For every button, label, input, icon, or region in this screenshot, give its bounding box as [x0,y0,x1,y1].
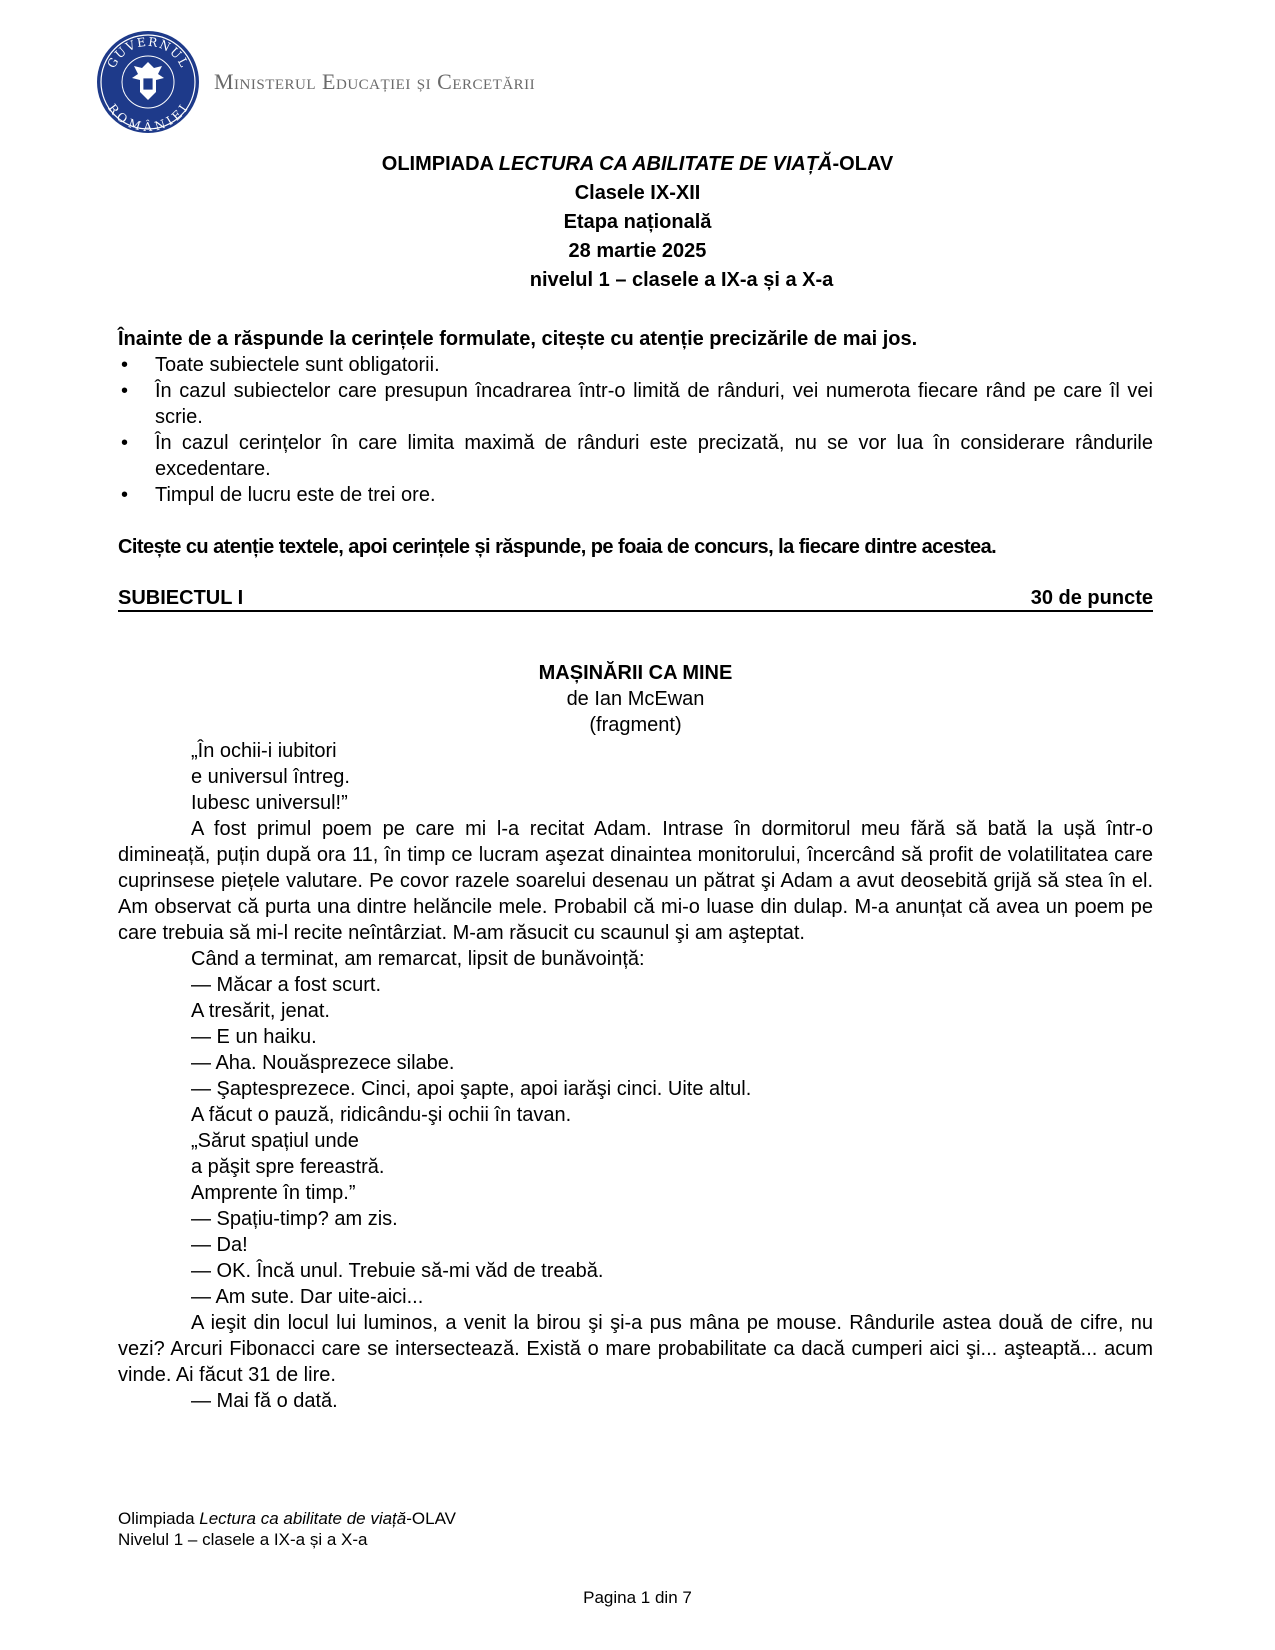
list-item: • Toate subiectele sunt obligatorii. [121,354,440,376]
text-line: — Da! [191,1234,248,1256]
bullet-icon: • [121,484,129,506]
story-author: de Ian McEwan [566,688,705,710]
story-heading [118,660,1153,738]
text-line: e universul întreg. [191,766,350,788]
subject-heading [118,586,1153,612]
story-text [118,738,1153,1414]
text-line: — Spațiu-timp? am zis. [191,1208,398,1230]
stage-line: Etapa națională [563,211,712,233]
page-footer [118,1508,456,1550]
read-note: Citește cu atenție textele, apoi cerințele și răspunde, pe foaia de concurs, la fiecare dintre acestea. [118,536,997,558]
text-line: A tresărit, jenat. [191,1000,330,1022]
story-title: MAȘINĂRII CA MINE [538,662,733,684]
grades-line: Clasele IX-XII [574,182,701,204]
ministry-name: Ministerul Educației și Cercetării [214,69,536,94]
footer-line-1: Olimpiada Lectura ca abilitate de viață-OLAV [118,1509,456,1528]
text-line: Amprente în timp.” [191,1182,356,1204]
text-line: A făcut o pauză, ridicându-şi ochii în tavan. [191,1104,572,1126]
text-line: — OK. Încă unul. Trebuie să-mi văd de treabă. [191,1260,604,1282]
bullet-icon: • [121,432,129,454]
subject-label: SUBIECTUL I [118,587,244,609]
text-line: — Aha. Nouăsprezece silabe. [191,1052,455,1074]
list-item: • Timpul de lucru este de trei ore. [121,484,436,506]
text-line: Când a terminat, am remarcat, lipsit de bunăvoință: [191,948,645,970]
instructions-list [118,352,1153,508]
subject-points: 30 de puncte [1030,587,1153,609]
government-seal-logo [96,30,200,134]
text-line: — Măcar a fost scurt. [191,974,382,996]
text-line: — Mai fă o dată. [191,1390,338,1412]
list-item: • În cazul subiectelor care presupun încadrarea într-o limită de rânduri, vei numerota fiecare rând pe care îl vei scrie. [121,380,1153,428]
footer-line-2: Nivelul 1 – clasele a IX-a și a X-a [118,1530,368,1549]
text-line: a păşit spre fereastră. [191,1156,385,1178]
instructions-heading: Înainte de a răspunde la cerințele formulate, citește cu atenție precizările de mai jos. [118,328,918,350]
text-line: — Şaptesprezece. Cinci, apoi şapte, apoi iarăşi cinci. Uite altul. [191,1078,752,1100]
exam-title-block [0,150,1275,295]
text-line: „Sărut spațiul unde [191,1130,359,1152]
level-line: nivelul 1 – clasele a IX-a și a X-a [529,269,834,291]
list-item: • În cazul cerințelor în care limita maximă de rânduri este precizată, nu se vor lua în considerare rândurile excedentare. [121,432,1153,480]
text-line: — E un haiku. [191,1026,317,1048]
page-header [96,30,535,134]
text-line: „În ochii-i iubitori [191,740,337,762]
text-line: Iubesc universul!” [191,792,348,814]
olympiad-title: OLIMPIADA LECTURA CA ABILITATE DE VIAȚĂ-OLAV [381,153,894,175]
page-number: Pagina 1 din 7 [583,1588,692,1607]
svg-text:GUVERNUL: GUVERNUL [104,34,192,71]
bullet-icon: • [121,380,129,402]
date-line: 28 martie 2025 [568,240,707,262]
bullet-icon: • [121,354,129,376]
text-paragraph: A ieşit din locul lui luminos, a venit la birou şi şi-a pus mâna pe mouse. Rândurile astea două de cifre, nu vezi? Arcuri Fibonacci care se intersectează. Există o mare probabilitate ca dacă cumperi aici şi... aşteaptă... acum vinde. Ai făcut 31 de lire. [118,1312,1153,1386]
svg-text:ROMÂNIEI: ROMÂNIEI [105,101,192,134]
main-content [118,326,1153,1414]
text-paragraph: A fost primul poem pe care mi l-a recitat Adam. Intrase în dormitorul meu fără să bată la ușă într-o dimineață, puțin după ora 11, în timp ce lucram aşezat dinaintea monitorului, încercând să profit de volatilitatea care cuprinsese piețele valutare. Pe covor razele soarelui desenau un pătrat şi Adam a avut deosebită grijă să stea în el. Am observat că purta una dintre helăncile mele. Probabil că mi-o luase din dulap. M-a anunțat că avea un poem pe care trebuia să mi-l recite neîntârziat. M-am răsucit cu scaunul şi am aşteptat. [118,818,1153,944]
story-note: (fragment) [589,714,682,736]
text-line: — Am sute. Dar uite-aici... [191,1286,424,1308]
